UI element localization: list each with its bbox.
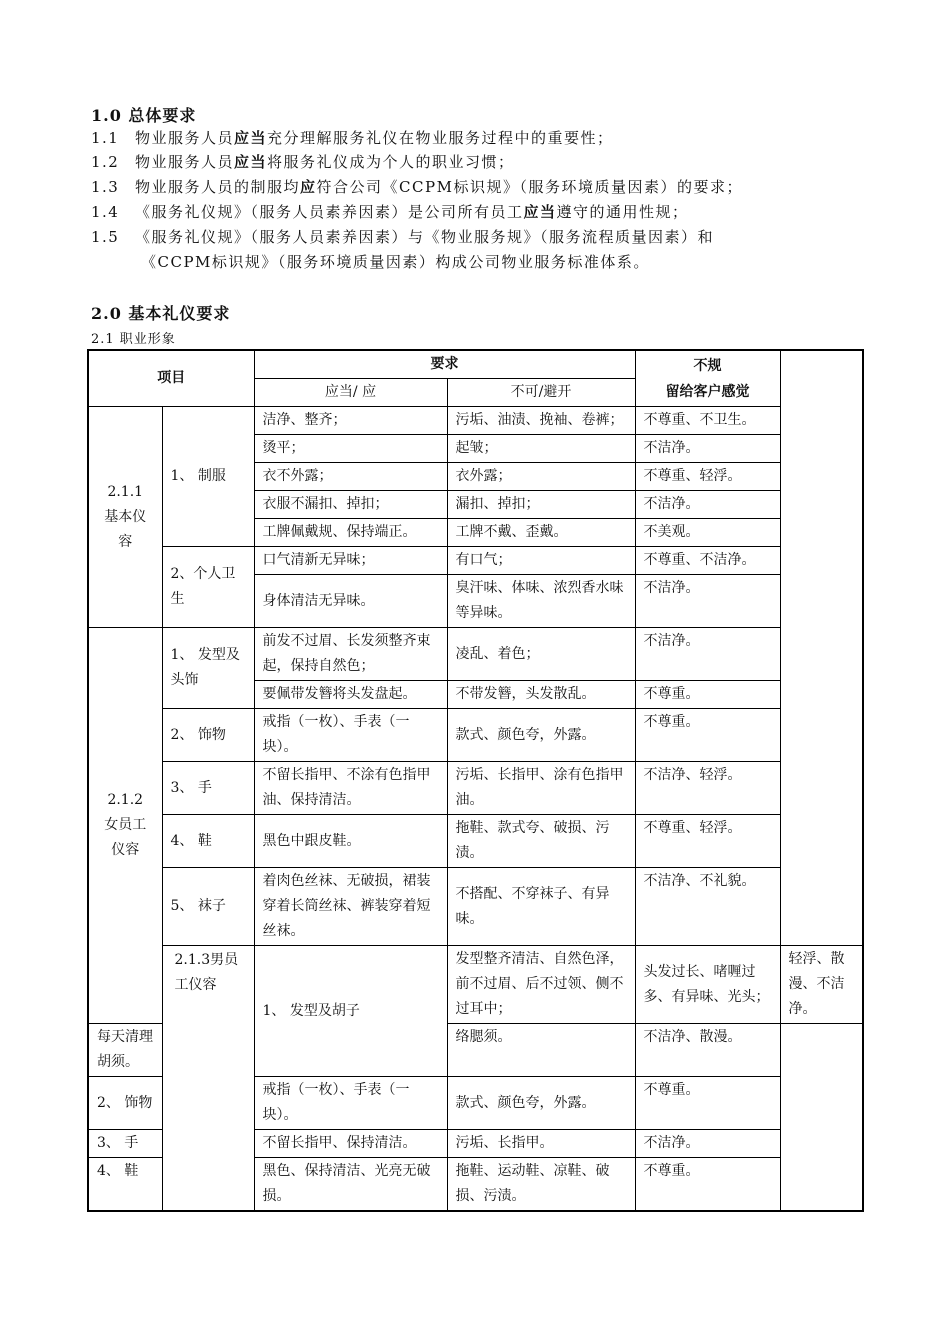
cell-avoid: 污垢、长指甲。: [447, 1130, 635, 1158]
clause-text: 物业服务人员: [135, 129, 235, 147]
table-row: [88, 815, 863, 868]
cell-impression: 不尊重、轻浮。: [635, 815, 780, 868]
cell-impression: 不洁净。: [635, 491, 780, 519]
table-row: [88, 868, 863, 946]
cell-avoid: 拖鞋、款式夸、破损、污渍。: [447, 815, 635, 868]
table-row: [88, 628, 863, 681]
cell-should: 口气清新无异味；: [254, 547, 447, 575]
cell-avoid: 漏扣、掉扣；: [447, 491, 635, 519]
item-uniform: 1、 制服: [162, 407, 254, 547]
clause-text: 物业服务人员的制服均: [135, 178, 301, 196]
table-row: [88, 946, 863, 1024]
table-header-row: [88, 350, 863, 379]
cell-should: 衣服不漏扣、掉扣；: [254, 491, 447, 519]
etiquette-table: [87, 349, 864, 1212]
cell-impression: 不尊重。: [635, 709, 780, 762]
cell-impression: 不尊重。: [635, 1158, 780, 1212]
cell-should: 发型整齐清洁、自然色泽， 前不过眉、后不过领、侧不过耳中；: [447, 946, 635, 1024]
cell-avoid: 污垢、油渍、挽袖、卷裤；: [447, 407, 635, 435]
item-hands: 3、 手: [162, 762, 254, 815]
cell-avoid: 工牌不戴、歪戴。: [447, 519, 635, 547]
cell-impression: 不尊重。: [635, 1077, 780, 1130]
clause-emphasis: 应当: [523, 203, 557, 221]
clause-text: 遵守的通用性规；: [556, 203, 689, 221]
cell-avoid: 拖鞋、运动鞋、凉鞋、破损、污渍。: [447, 1158, 635, 1212]
clause-1-3: [91, 175, 743, 199]
clause-emphasis: 应当: [234, 153, 268, 171]
cell-should: 黑色、保持清洁、光亮无破损。: [254, 1158, 447, 1212]
subsection-title: 2.1 职业形象: [91, 332, 176, 347]
cell-should: 前发不过眉、长发须整齐束起，保持自然色；: [254, 628, 447, 681]
cell-should: 工牌佩戴规、保持端正。: [254, 519, 447, 547]
cell-should: 不留长指甲、不涂有色指甲油、保持清洁。: [254, 762, 447, 815]
cell-should: 烫平；: [254, 435, 447, 463]
cell-avoid: 不搭配、不穿袜子、有异味。: [447, 868, 635, 946]
cell-impression: 不洁净、散漫。: [635, 1024, 780, 1077]
item-shoes: 4、 鞋: [162, 815, 254, 868]
header-requirement: 要求: [254, 350, 635, 379]
cell-impression: 不洁净、不礼貌。: [635, 868, 780, 946]
item-hygiene: 2、个人卫生: [162, 547, 254, 628]
clause-1-1: [91, 126, 614, 150]
clause-text: 充分理解服务礼仪在物业服务过程中的重要性；: [267, 129, 614, 147]
cell-impression: 不洁净。: [635, 628, 780, 681]
cell-impression: 轻浮、散漫、不洁净。: [780, 946, 863, 1024]
category-basic: 2.1.1基本仪容: [88, 407, 162, 628]
clause-1-4: [91, 200, 689, 224]
cell-impression: 不尊重、不卫生。: [635, 407, 780, 435]
clause-emphasis: 应当: [234, 129, 268, 147]
cell-avoid: 款式、颜色夸，外露。: [447, 709, 635, 762]
cell-avoid: 衣外露；: [447, 463, 635, 491]
clause-number: 1.4: [91, 203, 120, 221]
cell-avoid: 臭汗味、体味、浓烈香水味等异味。: [447, 575, 635, 628]
cell-avoid: 起皱；: [447, 435, 635, 463]
cell-avoid: 头发过长、啫喱过多、有异味、光头；: [635, 946, 780, 1024]
clause-emphasis: 应: [300, 178, 317, 196]
item-accessories: 2、 饰物: [162, 709, 254, 762]
item-accessories: 2、 饰物: [88, 1077, 162, 1130]
clause-text: 《服务礼仪规》（服务人员素养因素）是公司所有员工: [135, 203, 524, 221]
category-male: 2.1.3男员工仪容: [162, 946, 254, 1212]
header-impression: 不规 留给客户感觉: [635, 350, 780, 407]
cell-impression: 不洁净。: [635, 435, 780, 463]
cell-avoid: 络腮须。: [447, 1024, 635, 1077]
item-shoes: 4、 鞋: [88, 1158, 162, 1212]
cell-avoid: 款式、颜色夸，外露。: [447, 1077, 635, 1130]
clause-1-2: [91, 150, 515, 174]
cell-should: 每天清理胡须。: [88, 1024, 162, 1077]
table-row: [88, 407, 863, 435]
cell-avoid: 有口气；: [447, 547, 635, 575]
section-1-title: 1.0 总体要求: [91, 106, 197, 125]
clause-number: 1.5: [91, 228, 120, 246]
cell-should: 着肉色丝袜、无破损，裙装穿着长筒丝袜、裤装穿着短 丝袜。: [254, 868, 447, 946]
item-hands: 3、 手: [88, 1130, 162, 1158]
clause-text: 《服务礼仪规》（服务人员素养因素）与《物业服务规》（服务流程质量因素）和: [135, 228, 715, 246]
clause-number: 1.3: [91, 178, 120, 196]
cell-impression: 不尊重、不洁净。: [635, 547, 780, 575]
item-socks: 5、 袜子: [162, 868, 254, 946]
cell-impression: 不洁净。: [635, 575, 780, 628]
clause-number: 1.2: [91, 153, 120, 171]
cell-should: 黑色中跟皮鞋。: [254, 815, 447, 868]
header-should: 应当/ 应: [254, 379, 447, 407]
clause-text: 物业服务人员: [135, 153, 235, 171]
cell-avoid: 不带发簪，头发散乱。: [447, 681, 635, 709]
table-row: [88, 547, 863, 575]
cell-should: 戒指（一枚）、手表（一块）。: [254, 709, 447, 762]
cell-avoid: 污垢、长指甲、涂有色指甲油。: [447, 762, 635, 815]
cell-should: 衣不外露；: [254, 463, 447, 491]
cell-should: 戒指（一枚）、手表（一块）。: [254, 1077, 447, 1130]
clause-number: 1.1: [91, 129, 120, 147]
cell-should: 要佩带发簪将头发盘起。: [254, 681, 447, 709]
clause-1-5-continuation: 《CCPM标识规》（服务环境质量因素）构成公司物业服务标准体系。: [141, 253, 650, 271]
category-female: 2.1.2女员工仪容: [88, 628, 162, 1024]
cell-should: 不留长指甲、保持清洁。: [254, 1130, 447, 1158]
header-item: 项目: [88, 350, 254, 407]
header-avoid: 不可/避开: [447, 379, 635, 407]
clause-text: 将服务礼仪成为个人的职业习惯；: [267, 153, 515, 171]
cell-impression: 不洁净。: [635, 1130, 780, 1158]
cell-impression: 不尊重。: [635, 681, 780, 709]
item-hair-beard: 1、 发型及胡子: [254, 946, 447, 1077]
table-row: [88, 709, 863, 762]
cell-avoid: 凌乱、着色；: [447, 628, 635, 681]
clause-1-5: [91, 225, 714, 249]
cell-impression: 不美观。: [635, 519, 780, 547]
cell-should: 洁净、整齐；: [254, 407, 447, 435]
clause-text: 符合公司《CCPM标识规》（服务环境质量因素）的要求；: [316, 178, 743, 196]
cell-impression: 不尊重、轻浮。: [635, 463, 780, 491]
cell-impression: 不洁净、轻浮。: [635, 762, 780, 815]
item-hair: 1、 发型及头饰: [162, 628, 254, 709]
cell-should: 身体清洁无异味。: [254, 575, 447, 628]
table-row: [88, 762, 863, 815]
section-2-title: 2.0 基本礼仪要求: [91, 304, 231, 323]
